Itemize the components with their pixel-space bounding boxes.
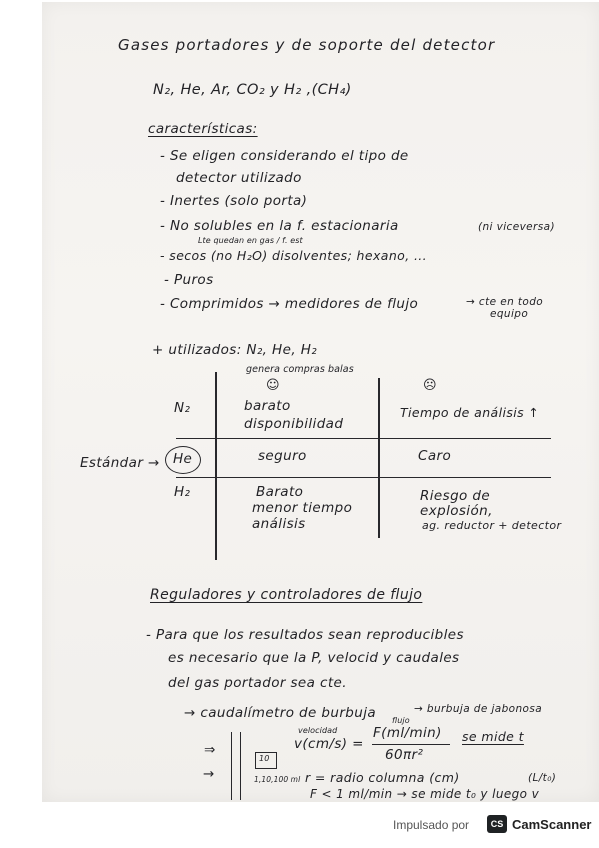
- flowmeter-tube-right: [240, 732, 241, 800]
- side-note-equipo: equipo: [490, 308, 529, 320]
- flowmeter-box-mark: 10: [259, 754, 270, 763]
- flujo-label: flujo: [392, 716, 410, 725]
- table-gas-h2: H₂: [174, 484, 191, 500]
- bullet-inertes: - Inertes (solo porta): [160, 193, 308, 209]
- bullet-secos: - secos (no H₂O) disolventes; hexano, ...: [160, 248, 428, 263]
- section2-line-1: - Para que los resultados sean reproducibles: [146, 627, 464, 643]
- formula-denominator: 60πr²: [385, 747, 424, 763]
- camscanner-logo-icon: CS: [487, 815, 507, 833]
- side-note-cte: → cte en todo: [466, 296, 544, 308]
- utilizados-subnote: genera compras balas: [246, 364, 354, 375]
- section2-line-3: del gas portador sea cte.: [168, 675, 347, 691]
- table-h2-pro-2: menor tiempo: [252, 500, 353, 516]
- velocidad-label: velocidad: [298, 726, 338, 735]
- smiley-happy-icon: ☺: [266, 378, 280, 393]
- table-gas-he: He: [173, 451, 193, 467]
- side-note-ni-viceversa: (ni viceversa): [478, 221, 555, 233]
- bullet-comprimidos: - Comprimidos → medidores de flujo: [160, 296, 419, 312]
- table-h2-con-2: explosión,: [420, 503, 493, 519]
- bullet-tipo-detector-cont: detector utilizado: [176, 170, 302, 186]
- arrow-icon: ⇒: [204, 742, 216, 758]
- table-n2-con-1: Tiempo de análisis ↑: [400, 405, 540, 420]
- table-n2-pro-1: barato: [244, 398, 291, 414]
- flowmeter-marks: 1,10,100 ml: [254, 775, 301, 784]
- bullet-tipo-detector: - Se eligen considerando el tipo de: [160, 148, 409, 164]
- utilizados-line: + utilizados: N₂, He, H₂: [152, 342, 318, 358]
- table-he-pro-1: seguro: [258, 448, 307, 464]
- section2-line-2: es necesario que la P, velocid y caudales: [168, 650, 460, 666]
- footer-impulsado: Impulsado por: [393, 818, 470, 832]
- table-he-con-1: Caro: [418, 448, 452, 464]
- table-h2-con-3: ag. reductor + detector: [422, 519, 562, 532]
- table-vertical-left: [215, 372, 217, 560]
- se-mide-note: se mide t: [462, 729, 524, 744]
- camscanner-brand: CamScanner: [512, 817, 592, 832]
- table-h2-con-1: Riesgo de: [420, 488, 491, 504]
- f-note: F < 1 ml/min → se mide t₀ y luego v: [310, 787, 540, 801]
- estandar-label: Estándar →: [80, 455, 160, 471]
- smiley-sad-icon: ☹: [423, 378, 437, 393]
- r-note: r = radio columna (cm): [305, 770, 460, 785]
- table-gas-n2: N₂: [174, 400, 191, 416]
- formula-fraction-bar: [372, 744, 450, 745]
- table-vertical-middle: [378, 378, 380, 538]
- gases-list: N₂, He, Ar, CO₂ y H₂ ,(CH₄): [153, 82, 352, 98]
- table-n2-pro-2: disponibilidad: [244, 416, 344, 432]
- flowmeter-tube-left: [231, 732, 232, 800]
- burbuja-note: → burbuja de jabonosa: [414, 703, 543, 715]
- table-horizontal-2: [176, 477, 551, 478]
- table-h2-pro-3: análisis: [252, 516, 306, 532]
- arrow-small-icon: →: [203, 766, 215, 782]
- side-note-fase: Lte quedan en gas / f. est: [198, 236, 303, 245]
- bullet-no-solubles: - No solubles en la f. estacionaria: [160, 218, 399, 234]
- caudalimetro-line: → caudalímetro de burbuja: [184, 705, 377, 721]
- caracteristicas-heading: características:: [148, 121, 258, 137]
- formula-lhs: v(cm/s) =: [294, 736, 364, 752]
- table-horizontal-1: [176, 438, 551, 439]
- section2-heading: Reguladores y controladores de flujo: [150, 587, 423, 603]
- table-h2-pro-1: Barato: [256, 484, 304, 500]
- page-title: Gases portadores y de soporte del detector: [118, 36, 496, 54]
- lo-note: (L/t₀): [528, 772, 557, 784]
- bullet-puros: - Puros: [164, 272, 214, 288]
- formula-numerator: F(ml/min): [373, 725, 442, 741]
